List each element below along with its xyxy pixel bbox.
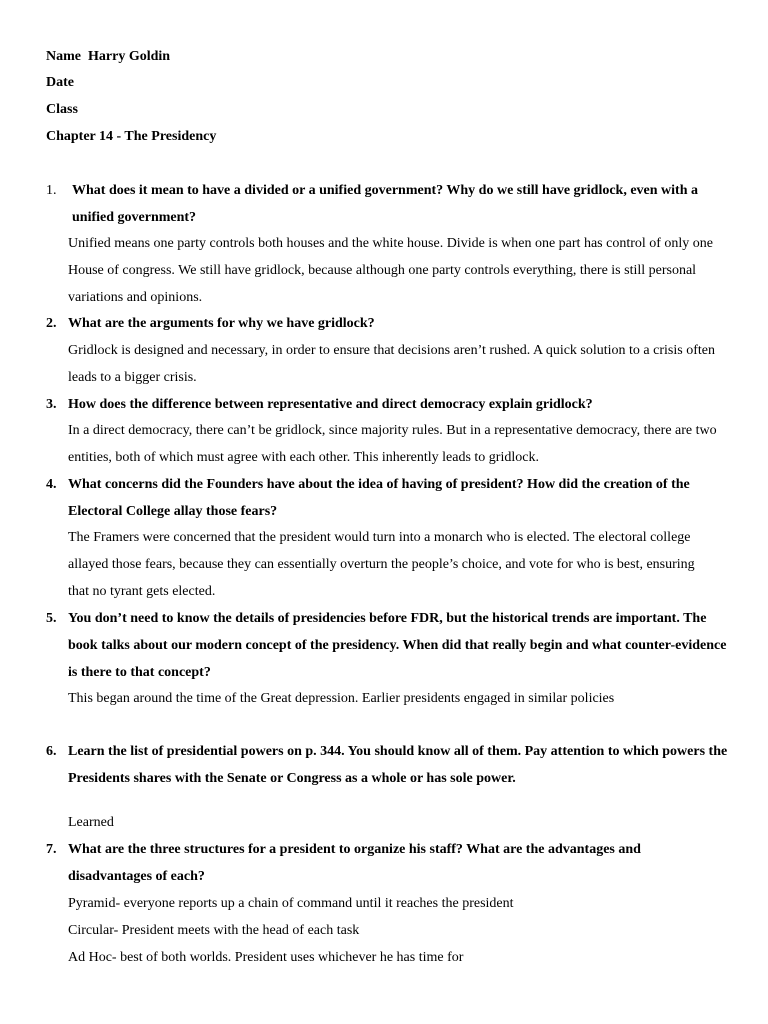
answer-7-line: Ad Hoc- best of both worlds. President uses whichever he has time for	[68, 950, 464, 965]
answer-6: Learned	[68, 815, 114, 830]
answer-4: The Framers were concerned that the president would turn into a monarch who is elected. The electoral college allayed those fears, because they can essentially overturn the people’s choice, and vote for who is best, ensuring that no tyrant gets elected.	[68, 530, 695, 599]
class-label: Class	[46, 102, 78, 117]
answer-1: Unified means one party controls both houses and the white house. Divide is when one part has control of only one House of congress. We still have gridlock, because although one party controls everything, there is still personal variations and opinions.	[68, 236, 714, 305]
date-label: Date	[46, 75, 74, 90]
item-number: 7.	[46, 842, 57, 857]
question-1: What does it mean to have a divided or a unified government? Why do we still have gridlock, even with a unified government?	[72, 183, 699, 225]
item-number: 2.	[46, 316, 57, 331]
answer-5: This began around the time of the Great depression. Earlier presidents engaged in similar policies	[68, 691, 615, 706]
item-number: 4.	[46, 477, 57, 492]
item-number: 1.	[46, 183, 57, 198]
chapter-title: Chapter 14 - The Presidency	[46, 129, 217, 144]
item-number: 5.	[46, 611, 57, 626]
answer-2: Gridlock is designed and necessary, in order to ensure that decisions aren’t rushed. A quick solution to a crisis often leads to a bigger crisis.	[68, 343, 715, 385]
item-number: 6.	[46, 744, 57, 759]
name-label: Name	[46, 49, 81, 64]
answer-3: In a direct democracy, there can’t be gridlock, since majority rules. But in a representative democracy, there are two entities, both of which must agree with each other. This inherently leads to gridlock.	[68, 423, 717, 465]
question-7: What are the three structures for a president to organize his staff? What are the advantages and disadvantages of each?	[68, 842, 641, 884]
student-name: Harry Goldin	[88, 49, 171, 64]
item-number: 3.	[46, 397, 57, 412]
question-5: You don’t need to know the details of presidencies before FDR, but the historical trends are important. The book talks about our modern concept of the presidency. When did that really begin and what counter-evidence is there to that concept?	[68, 611, 727, 680]
answer-7-line: Circular- President meets with the head of each task	[68, 923, 360, 938]
question-3: How does the difference between representative and direct democracy explain gridlock?	[68, 397, 593, 412]
question-2: What are the arguments for why we have gridlock?	[68, 316, 375, 331]
name-line	[46, 48, 170, 66]
question-6: Learn the list of presidential powers on p. 344. You should know all of them. Pay attention to which powers the Presidents shares with the Senate or Congress as a whole or has sole power.	[68, 744, 728, 786]
answer-7-line: Pyramid- everyone reports up a chain of command until it reaches the president	[68, 896, 514, 911]
question-4: What concerns did the Founders have about the idea of having of president? How did the creation of the Electoral College allay those fears?	[68, 477, 690, 519]
